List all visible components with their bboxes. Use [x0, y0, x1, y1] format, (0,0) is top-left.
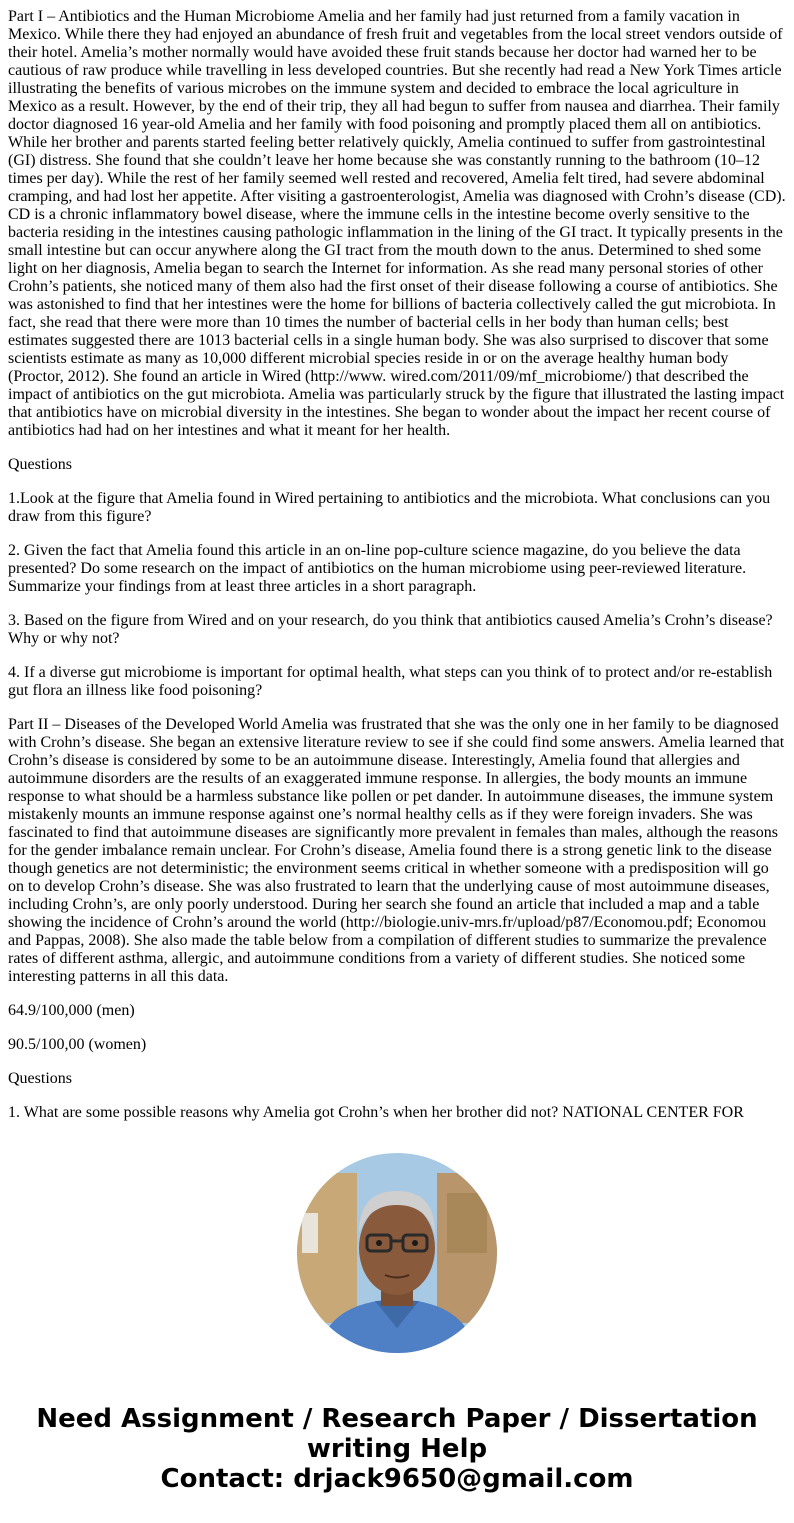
- paragraph-part-one: Part I – Antibiotics and the Human Microbiome Amelia and her family had just returned from a family vacation in Mexico. While there they had enjoyed an abundance of fresh fruit and vegetables from the local street vendors outside of their hotel. Amelia’s mother normally would have avoided these fruit stands because her doctor had warned her to be cautious of raw produce while travelling in less developed countries. But she recently had read a New York Times article illustrating the benefits of various microbes on the immune system and decided to embrace the local agriculture in Mexico as a result. However, by the end of their trip, they all had begun to suffer from nausea and diarrhea. Their family doctor diagnosed 16 year-old Amelia and her family with food poisoning and promptly placed them all on antibiotics. While her brother and parents started feeling better relatively quickly, Amelia continued to suffer from gastrointestinal (GI) distress. She found that she couldn’t leave her home because she was constantly running to the bathroom (10–12 times per day). While the rest of her family seemed well rested and recovered, Amelia felt tired, had severe abdominal cramping, and had lost her appetite. After visiting a gastroenterologist, Amelia was diagnosed with Crohn’s disease (CD). CD is a chronic inflammatory bowel disease, where the immune cells in the intestine become overly sensitive to the bacteria residing in the intestines causing pathologic inflammation in the lining of the GI tract. It typically presents in the small intestine but can occur anywhere along the GI tract from the mouth down to the anus. Determined to shed some light on her diagnosis, Amelia began to search the Internet for information. As she read many personal stories of other Crohn’s patients, she noticed many of them also had the first onset of their disease following a course of antibiotics. She was astonished to find that her intestines were the home for billions of bacteria collectively called the gut microbiota. In fact, she read that there were more than 10 times the number of bacterial cells in her body than human cells; best estimates suggested there are 1013 bacterial cells in a single human body. She was also surprised to discover that some scientists estimate as many as 10,000 different microbial species reside in or on the average healthy human body (Proctor, 2012). She found an article in Wired (http://www. wired.com/2011/09/mf_microbiome/) that described the impact of antibiotics on the gut microbiota. Amelia was particularly struck by the figure that illustrated the lasting impact that antibiotics have on microbial diversity in the intestines. She began to wonder about the impact her recent course of antibiotics had had on her intestines and what it meant for her health.: [8, 8, 786, 439]
- prevalence-women: 90.5/100,00 (women): [8, 1036, 147, 1053]
- article-body: [8, 0, 786, 1138]
- avatar: [297, 1153, 497, 1353]
- person-photo-icon: [297, 1153, 497, 1353]
- questions-heading: Questions: [8, 456, 72, 473]
- questions-heading-2: Questions: [8, 1070, 72, 1087]
- question-1: 1.Look at the figure that Amelia found in Wired pertaining to antibiotics and the microbiota. What conclusions can you draw from this figure?: [8, 490, 771, 525]
- paragraph-part-two: Part II – Diseases of the Developed World Amelia was frustrated that she was the only one in her family to be diagnosed with Crohn’s disease. She began an extensive literature review to see if she could find some answers. Amelia learned that Crohn’s disease is considered by some to be an autoimmune disease. Interestingly, Amelia found that allergies and autoimmune disorders are the results of an exaggerated immune response. In allergies, the body mounts an immune response to what should be a harmless substance like pollen or pet dander. In autoimmune diseases, the immune system mistakenly mounts an immune response against one’s normal healthy cells as if they were foreign invaders. She was fascinated to find that autoimmune diseases are significantly more prevalent in females than males, although the reasons for the gender imbalance remain unclear. For Crohn’s disease, Amelia found there is a strong genetic link to the disease though genetics are not deterministic; the environment seems critical in whether someone with a predisposition will go on to develop Crohn’s disease. She was also frustrated to learn that the underlying cause of most autoimmune diseases, including Crohn’s, are only poorly understood. During her search she found an article that included a map and a table showing the incidence of Crohn’s around the world (http://biologie.univ-mrs.fr/upload/p87/Economou.pdf; Economou and Pappas, 2008). She also made the table below from a compilation of different studies to summarize the prevalence rates of different asthma, allergic, and autoimmune conditions from a variety of different studies. She noticed some interesting patterns in all this data.: [8, 716, 785, 985]
- prevalence-men: 64.9/100,000 (men): [8, 1002, 135, 1019]
- question-3: 3. Based on the figure from Wired and on your research, do you think that antibiotics caused Amelia’s Crohn’s disease? Why or why not?: [8, 612, 773, 647]
- cta-line-2: writing Help: [306, 1434, 488, 1464]
- cta-line-1: Need Assignment / Research Paper / Dissertation: [36, 1404, 758, 1434]
- contact-banner: [0, 1404, 794, 1494]
- cta-contact-email[interactable]: Contact: drjack9650@gmail.com: [160, 1464, 634, 1494]
- question-4: 4. If a diverse gut microbiome is important for optimal health, what steps can you think of to protect and/or re-establish gut flora an illness like food poisoning?: [8, 664, 773, 699]
- question-part-two-1: 1. What are some possible reasons why Amelia got Crohn’s when her brother did not? NATIONAL CENTER FOR: [8, 1104, 744, 1121]
- question-2: 2. Given the fact that Amelia found this article in an on-line pop-culture science magazine, do you believe the data presented? Do some research on the impact of antibiotics on the human microbiome using peer-reviewed literature. Summarize your findings from at least three articles in a short paragraph.: [8, 542, 747, 595]
